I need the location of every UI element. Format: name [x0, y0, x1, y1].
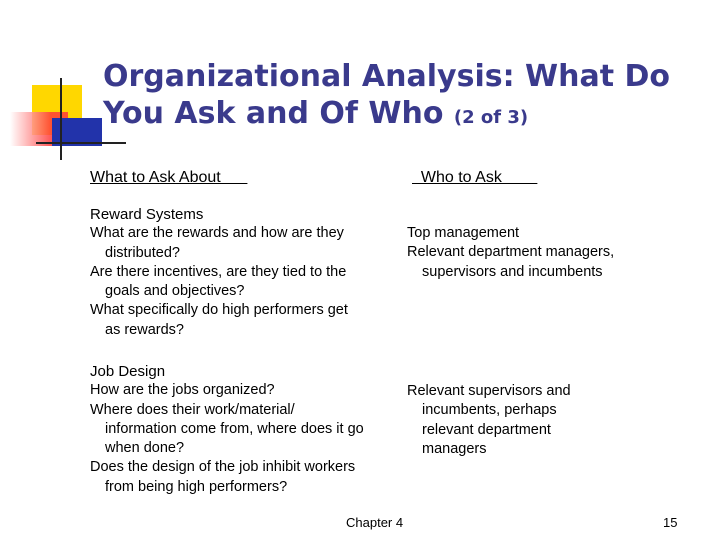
job-design-questions [90, 362, 365, 497]
left-column-header-text: What to Ask About [90, 169, 248, 186]
decorative-horizontal-line [36, 142, 126, 144]
who-item: Top management [407, 225, 520, 241]
section-heading: Job Design [90, 363, 166, 380]
question-item: What specifically do high performers get as rewards? [90, 302, 348, 338]
slide-title [103, 58, 703, 136]
question-item: How are the jobs organized? [90, 382, 275, 399]
section-heading: Reward Systems [90, 206, 204, 223]
who-item: Relevant supervisors and incumbents, perhaps relevant department managers [407, 383, 571, 457]
question-item: What are the rewards and how are they distributed? [90, 225, 344, 261]
who-item: Relevant department managers, supervisors and incumbents [407, 244, 615, 280]
job-design-who [407, 382, 607, 459]
slide-title-main: Organizational Analysis: What Do You Ask and Of Who [103, 59, 671, 131]
reward-systems-who [407, 224, 667, 282]
right-column-header-text: Who to Ask [412, 169, 538, 186]
footer-chapter: Chapter 4 [346, 515, 404, 530]
page-number: 15 [663, 515, 678, 530]
question-item: Does the design of the job inhibit workers from being high performers? [90, 459, 356, 495]
slide-title-suffix: (2 of 3) [453, 107, 529, 128]
left-column-header [90, 168, 247, 188]
right-column-header [412, 168, 537, 188]
question-item: Are there incentives, are they tied to the goals and objectives? [90, 263, 347, 300]
decorative-vertical-line [60, 78, 62, 160]
question-item: Where does their work/material/ information come from, where does it go when done? [90, 401, 364, 457]
reward-systems-questions [90, 205, 365, 340]
